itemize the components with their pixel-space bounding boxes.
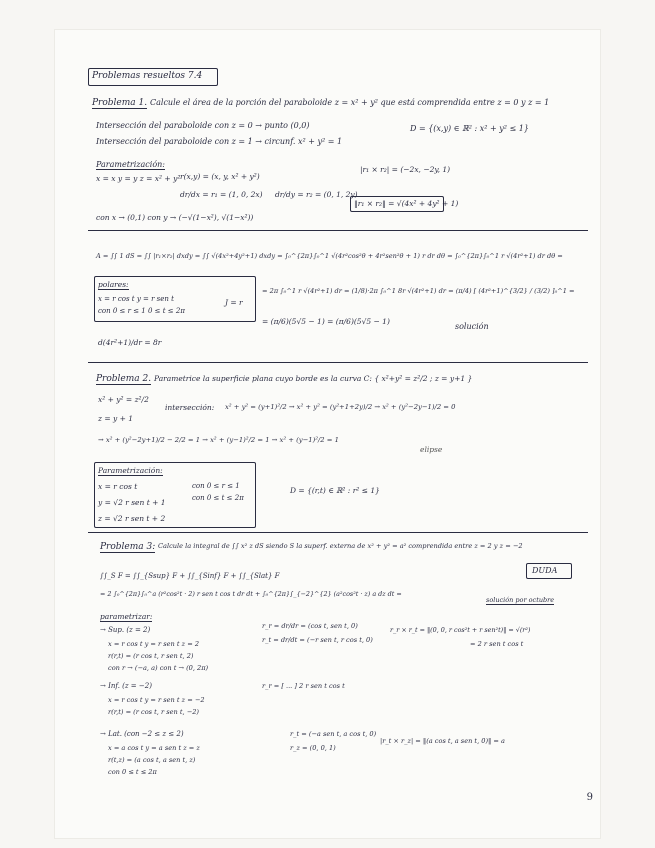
p2-heading: Problema 2. bbox=[96, 374, 152, 384]
p1-step3: = (π/6)(5√5 − 1) = (π/6)(5√5 − 1) bbox=[262, 317, 390, 326]
p1-domain: D = {(x,y) ∈ ℝ² : x² + y² ≤ 1} bbox=[410, 124, 529, 133]
p1-param-label: Parametrización: bbox=[96, 160, 165, 169]
p3-lat-rt: r_t = (−a sen t, a cos t, 0) bbox=[290, 730, 377, 738]
p1-cross: |r₁ × r₂| = (−2x, −2y, 1) bbox=[360, 165, 451, 174]
paper-sheet bbox=[55, 30, 600, 838]
p1-polar-ranges: con 0 ≤ r ≤ 1 0 ≤ t ≤ 2π bbox=[98, 307, 185, 315]
p2-param-label: Parametrización: bbox=[98, 466, 163, 475]
p2-param-z: z = √2 r sen t + 2 bbox=[98, 514, 166, 523]
p1-solution: solución bbox=[455, 322, 489, 331]
divider-2 bbox=[88, 362, 588, 363]
p3-sup-cross: r_r × r_t = ‖(0, 0, r cos²t + r sen²t)‖ = √(r²) bbox=[390, 626, 531, 634]
p1-norm: ‖r₁ × r₂‖ = √(4x² + 4y² + 1) bbox=[354, 199, 459, 208]
p3-sup-rt: r_t = dr/dt = (−r sen t, r cos t, 0) bbox=[262, 636, 373, 644]
p1-line1: Intersección del paraboloide con z = 0 → punto (0,0) bbox=[96, 121, 310, 130]
p3-inf-title: → Inf. (z = −2) bbox=[100, 682, 152, 690]
p3-inf-res: r_r = [ ... ] 2 r sen t cos t bbox=[262, 682, 345, 690]
divider-3 bbox=[88, 532, 588, 533]
p3-sup-rr: r_r = dr/dr = (cos t, sen t, 0) bbox=[262, 622, 358, 630]
page-title: Problemas resueltos 7.4 bbox=[92, 71, 203, 81]
p1-jac: J = r bbox=[225, 298, 243, 307]
p2-statement: Parametrice la superficie plana cuyo borde es la curva C: { x²+y² = z²/2 ; z = y+1 } bbox=[154, 374, 473, 383]
p3-sup-norm: = 2 r sen t cos t bbox=[470, 640, 524, 648]
p3-lat-int: = 2 ∫₀^{2π}∫₀^a (r²cos²t · 2) r sen t cos t dr dt + ∫₀^{2π}∫_{−2}^{2} (a²cos²t · z) a dz dt = bbox=[100, 590, 402, 598]
p3-heading: Problema 3: bbox=[100, 542, 156, 552]
p1-param-r: r(x,y) = (x, y, x² + y²) bbox=[180, 172, 260, 181]
p2-int-eq: x² + y² = (y+1)²/2 → x² + y² = (y²+1+2y)/2 → x² + (y²−2y−1)/2 = 0 bbox=[225, 403, 456, 411]
p3-duda: DUDA bbox=[532, 566, 558, 575]
p3-lat-rz: r_z = (0, 0, 1) bbox=[290, 744, 336, 752]
p3-sup-ranges: con r → (−a, a) con t → (0, 2π) bbox=[108, 664, 209, 672]
p1-area-eq: A = ∫∫ 1 dS = ∫∫ |r₁×r₂| dxdy = ∫∫ √(4x²+4y²+1) dxdy = ∫₀^{2π}∫₀^1 √(4r²cos²θ + 4r²sen²θ + 1) r dr dθ = ∫₀^{2π}∫₀^1 r √(4r²+1) dr dθ = bbox=[96, 252, 563, 260]
p2-param-y: y = √2 r sen t + 1 bbox=[98, 498, 166, 507]
page-number: 9 bbox=[586, 792, 593, 803]
p1-param-rx: dr/dx = r₁ = (1, 0, 2x) bbox=[180, 190, 263, 199]
p1-statement: Calcule el área de la porción del paraboloide z = x² + y² que está comprendida entre z = 0 y z = 1 bbox=[150, 98, 550, 107]
p2-sys1: x² + y² = z²/2 bbox=[98, 395, 149, 404]
p3-sup-param: x = r cos t y = r sen t z = 2 bbox=[108, 640, 200, 648]
p3-inf-param: x = r cos t y = r sen t z = −2 bbox=[108, 696, 205, 704]
p3-lat-cross: |r_t × r_z| = ‖(a cos t, a sen t, 0)‖ = a bbox=[380, 737, 505, 745]
p1-polar-eq: x = r cos t y = r sen t bbox=[98, 295, 174, 303]
p2-sys2: z = y + 1 bbox=[98, 414, 134, 423]
p1-param-xyz: x = x y = y z = x² + y² bbox=[96, 174, 181, 183]
p3-sup-r: r(r,t) = (r cos t, r sen t, 2) bbox=[108, 652, 194, 660]
p2-param-x: x = r cos t bbox=[98, 482, 138, 491]
p1-param-ry: dr/dy = r₂ = (0, 1, 2y) bbox=[275, 190, 358, 199]
p3-split: ∫∫_S F = ∫∫_{Ssup} F + ∫∫_{Sinf} F + ∫∫_{Slat} F bbox=[100, 572, 280, 580]
p3-duda-note: solución por octubre bbox=[486, 596, 555, 604]
p3-lat-title: → Lat. (con −2 ≤ z ≤ 2) bbox=[100, 730, 184, 738]
p2-range-r: con 0 ≤ r ≤ 1 bbox=[192, 482, 240, 490]
p3-lat-r: r(t,z) = (a cos t, a sen t, z) bbox=[108, 756, 196, 764]
p1-polar-label: polares: bbox=[98, 280, 129, 289]
p2-int-label: intersección: bbox=[165, 403, 215, 412]
p3-param-label: parametrizar: bbox=[100, 612, 153, 621]
p1-line2: Intersección del paraboloide con z = 1 → circunf. x² + y² = 1 bbox=[96, 137, 343, 146]
p1-deriv: d(4r²+1)/dr = 8r bbox=[98, 338, 162, 347]
p2-ellipse: elipse bbox=[420, 445, 443, 454]
p1-limits: con x → (0,1) con y → (−√(1−x²), √(1−x²)) bbox=[96, 213, 254, 222]
p2-domain: D = {(r,t) ∈ ℝ² : r² ≤ 1} bbox=[290, 486, 380, 495]
p3-sup-title: → Sup. (z = 2) bbox=[100, 626, 151, 634]
p1-step2: = 2π ∫₀^1 r √(4r²+1) dr = (1/8)·2π ∫₀^1 8r √(4r²+1) dr = (π/4) [ (4r²+1)^{3/2} / (3/2) ]₀^1 = bbox=[262, 287, 575, 295]
p2-int-eq2: → x² + (y²−2y+1)/2 − 2/2 = 1 → x² + (y−1)²/2 = 1 → x² + (y−1)²/2 = 1 bbox=[98, 436, 339, 444]
p3-lat-param: x = a cos t y = a sen t z = z bbox=[108, 744, 200, 752]
p3-lat-range: con 0 ≤ t ≤ 2π bbox=[108, 768, 157, 776]
p1-heading: Problema 1. bbox=[92, 98, 148, 108]
p3-inf-r: r(r,t) = (r cos t, r sen t, −2) bbox=[108, 708, 200, 716]
p3-statement: Calcule la integral de ∫∫ x² z dS siendo S la superf. externa de x² + y² = a² comprendida entre z = 2 y z = −2 bbox=[158, 542, 523, 550]
divider-1 bbox=[88, 230, 588, 231]
p2-range-t: con 0 ≤ t ≤ 2π bbox=[192, 494, 244, 502]
